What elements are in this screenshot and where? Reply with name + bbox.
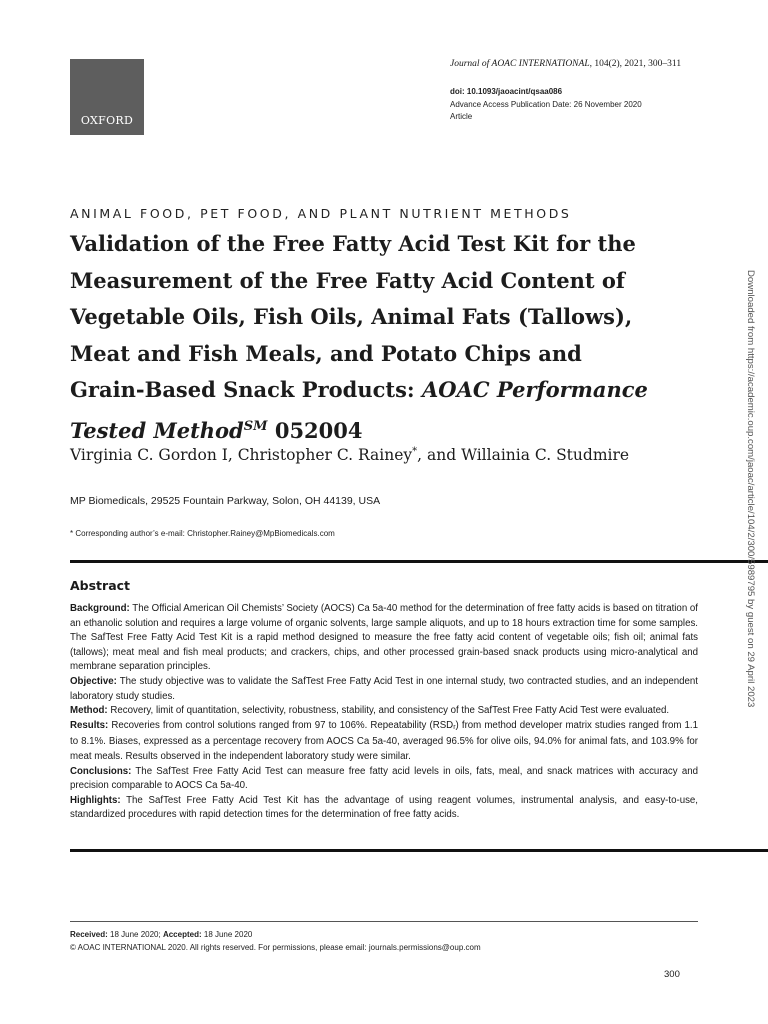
text-method: Recovery, limit of quantitation, selectivity, robustness, stability, and consistency of the SafTest Free Fatty Acid Test were evaluated. — [107, 705, 670, 717]
page-number: 300 — [664, 969, 680, 980]
doi[interactable]: doi: 10.1093/jaoacint/qsaa086 — [450, 87, 563, 96]
text-background: The Official American Oil Chemists’ Society (AOCS) Ca 5a-40 method for the determination of free fatty acids is based on titration of an ethanolic solution and requires a large volume of organic solvents, large sample aliquots, and up to 18 hours extraction time for some samples. The SafTest Free Fatty Acid Test Kit is a rapid method designed to measure the free fatty acid content of vegetable oils; fish oil; animal fats (tallows); meat meal and fish meal products; and crackers, chips, and other processed grain-based snack products using micro-analytical and membrane separation principles. — [70, 603, 698, 673]
abstract-highlights — [70, 794, 698, 823]
abstract-objective — [70, 675, 698, 704]
title-line: Validation of the Free Fatty Acid Test Kit for the — [70, 231, 636, 256]
author-names: , and Willainia C. Studmire — [417, 446, 630, 465]
accepted-label: Accepted: — [162, 930, 202, 939]
affiliation: MP Biomedicals, 29525 Fountain Parkway, Solon, OH 44139, USA — [70, 495, 381, 507]
abstract-heading: Abstract — [70, 578, 131, 593]
label-method: Method: — [70, 705, 108, 717]
accepted-date: 18 June 2020 — [201, 930, 253, 939]
journal-name: Journal of AOAC INTERNATIONAL — [450, 59, 590, 69]
footer — [70, 929, 481, 954]
section-heading: ANIMAL FOOD, PET FOOD, AND PLANT NUTRIENT METHODS — [70, 206, 572, 221]
text-results: ) from method developer matrix studies ranged from 1.1 to 8.1%. Biases, expressed as a percentage recovery from AOCS Ca 5a-40, averaged 96.5% for olive oils, 94.0% for animal fats, and 103.9% for meat meals. Results observed in the independent laboratory study were similar. — [70, 719, 698, 762]
article-type: Article — [450, 112, 473, 121]
label-highlights: Highlights: — [70, 794, 121, 806]
journal-citation — [450, 59, 681, 69]
title-italic: Tested Method — [70, 417, 244, 443]
abstract-background — [70, 602, 698, 675]
title-italic: AOAC Performance — [421, 377, 648, 402]
rsd-subscript: r — [453, 723, 456, 731]
received-date: 18 June 2020; — [107, 930, 163, 939]
bottom-divider — [70, 849, 768, 852]
advance-access-date: Advance Access Publication Date: 26 November 2020 — [450, 100, 642, 109]
logo-text: OXFORD — [80, 114, 134, 127]
label-objective: Objective: — [70, 675, 117, 687]
label-background: Background: — [70, 603, 130, 614]
journal-ref: , 104(2), 2021, 300–311 — [589, 59, 682, 69]
title-text: Grain-Based Snack Products: — [70, 377, 422, 402]
download-watermark-text: Downloaded from https://academic.oup.com/jaoac/article/104/2/300/5989795 by guest on 29 April 2023 — [745, 270, 756, 708]
author-names: Virginia C. Gordon I, Christopher C. Rainey — [70, 446, 413, 465]
title-line: Meat and Fish Meals, and Potato Chips and — [70, 340, 582, 366]
label-conclusions: Conclusions: — [70, 765, 132, 777]
text-highlights: The SafTest Free Fatty Acid Test Kit has the advantage of using reagent volumes, instrumental analysis, and easy-to-use, standardized procedures with rapid detection times for the determination of free fatty acids. — [70, 794, 698, 821]
received-accepted — [70, 929, 481, 942]
method-number: 052004 — [267, 417, 363, 443]
abstract-body — [70, 602, 698, 823]
download-watermark — [744, 270, 756, 770]
author-list — [70, 446, 629, 464]
corresponding-author[interactable]: * Corresponding author’s e-mail: Christopher.Rainey@MpBiomedicals.com — [70, 529, 335, 538]
label-results: Results: — [70, 719, 109, 731]
article-title — [70, 226, 670, 449]
copyright: © AOAC INTERNATIONAL 2020. All rights reserved. For permissions, please email: journals.permissions@oup.com — [70, 942, 481, 952]
received-label: Received: — [70, 930, 108, 939]
abstract-method — [70, 704, 698, 719]
text-conclusions: The SafTest Free Fatty Acid Test can measure free fatty acid levels in oils, fats, meal, and snack matrices with accuracy and precision comparable to AOCS Ca 5a-40. — [70, 765, 698, 792]
top-divider — [70, 560, 768, 563]
abstract-results — [70, 719, 698, 765]
title-line: Measurement of the Free Fatty Acid Content of — [70, 267, 625, 293]
publisher-logo — [70, 59, 144, 135]
title-line — [70, 409, 670, 450]
title-line: Vegetable Oils, Fish Oils, Animal Fats (Tallows), — [70, 304, 633, 329]
text-objective: The study objective was to validate the SafTest Free Fatty Acid Test in one internal study, two contracted studies, and an independent laboratory study studies. — [70, 675, 698, 702]
title-line — [70, 372, 670, 409]
corresponding-mark: * — [412, 446, 418, 457]
service-mark: SM — [243, 418, 268, 434]
abstract-conclusions — [70, 765, 698, 794]
text-results: Recoveries from control solutions ranged from 97 to 106%. Repeatability (RSD — [108, 719, 454, 731]
footnote-divider — [70, 921, 698, 922]
